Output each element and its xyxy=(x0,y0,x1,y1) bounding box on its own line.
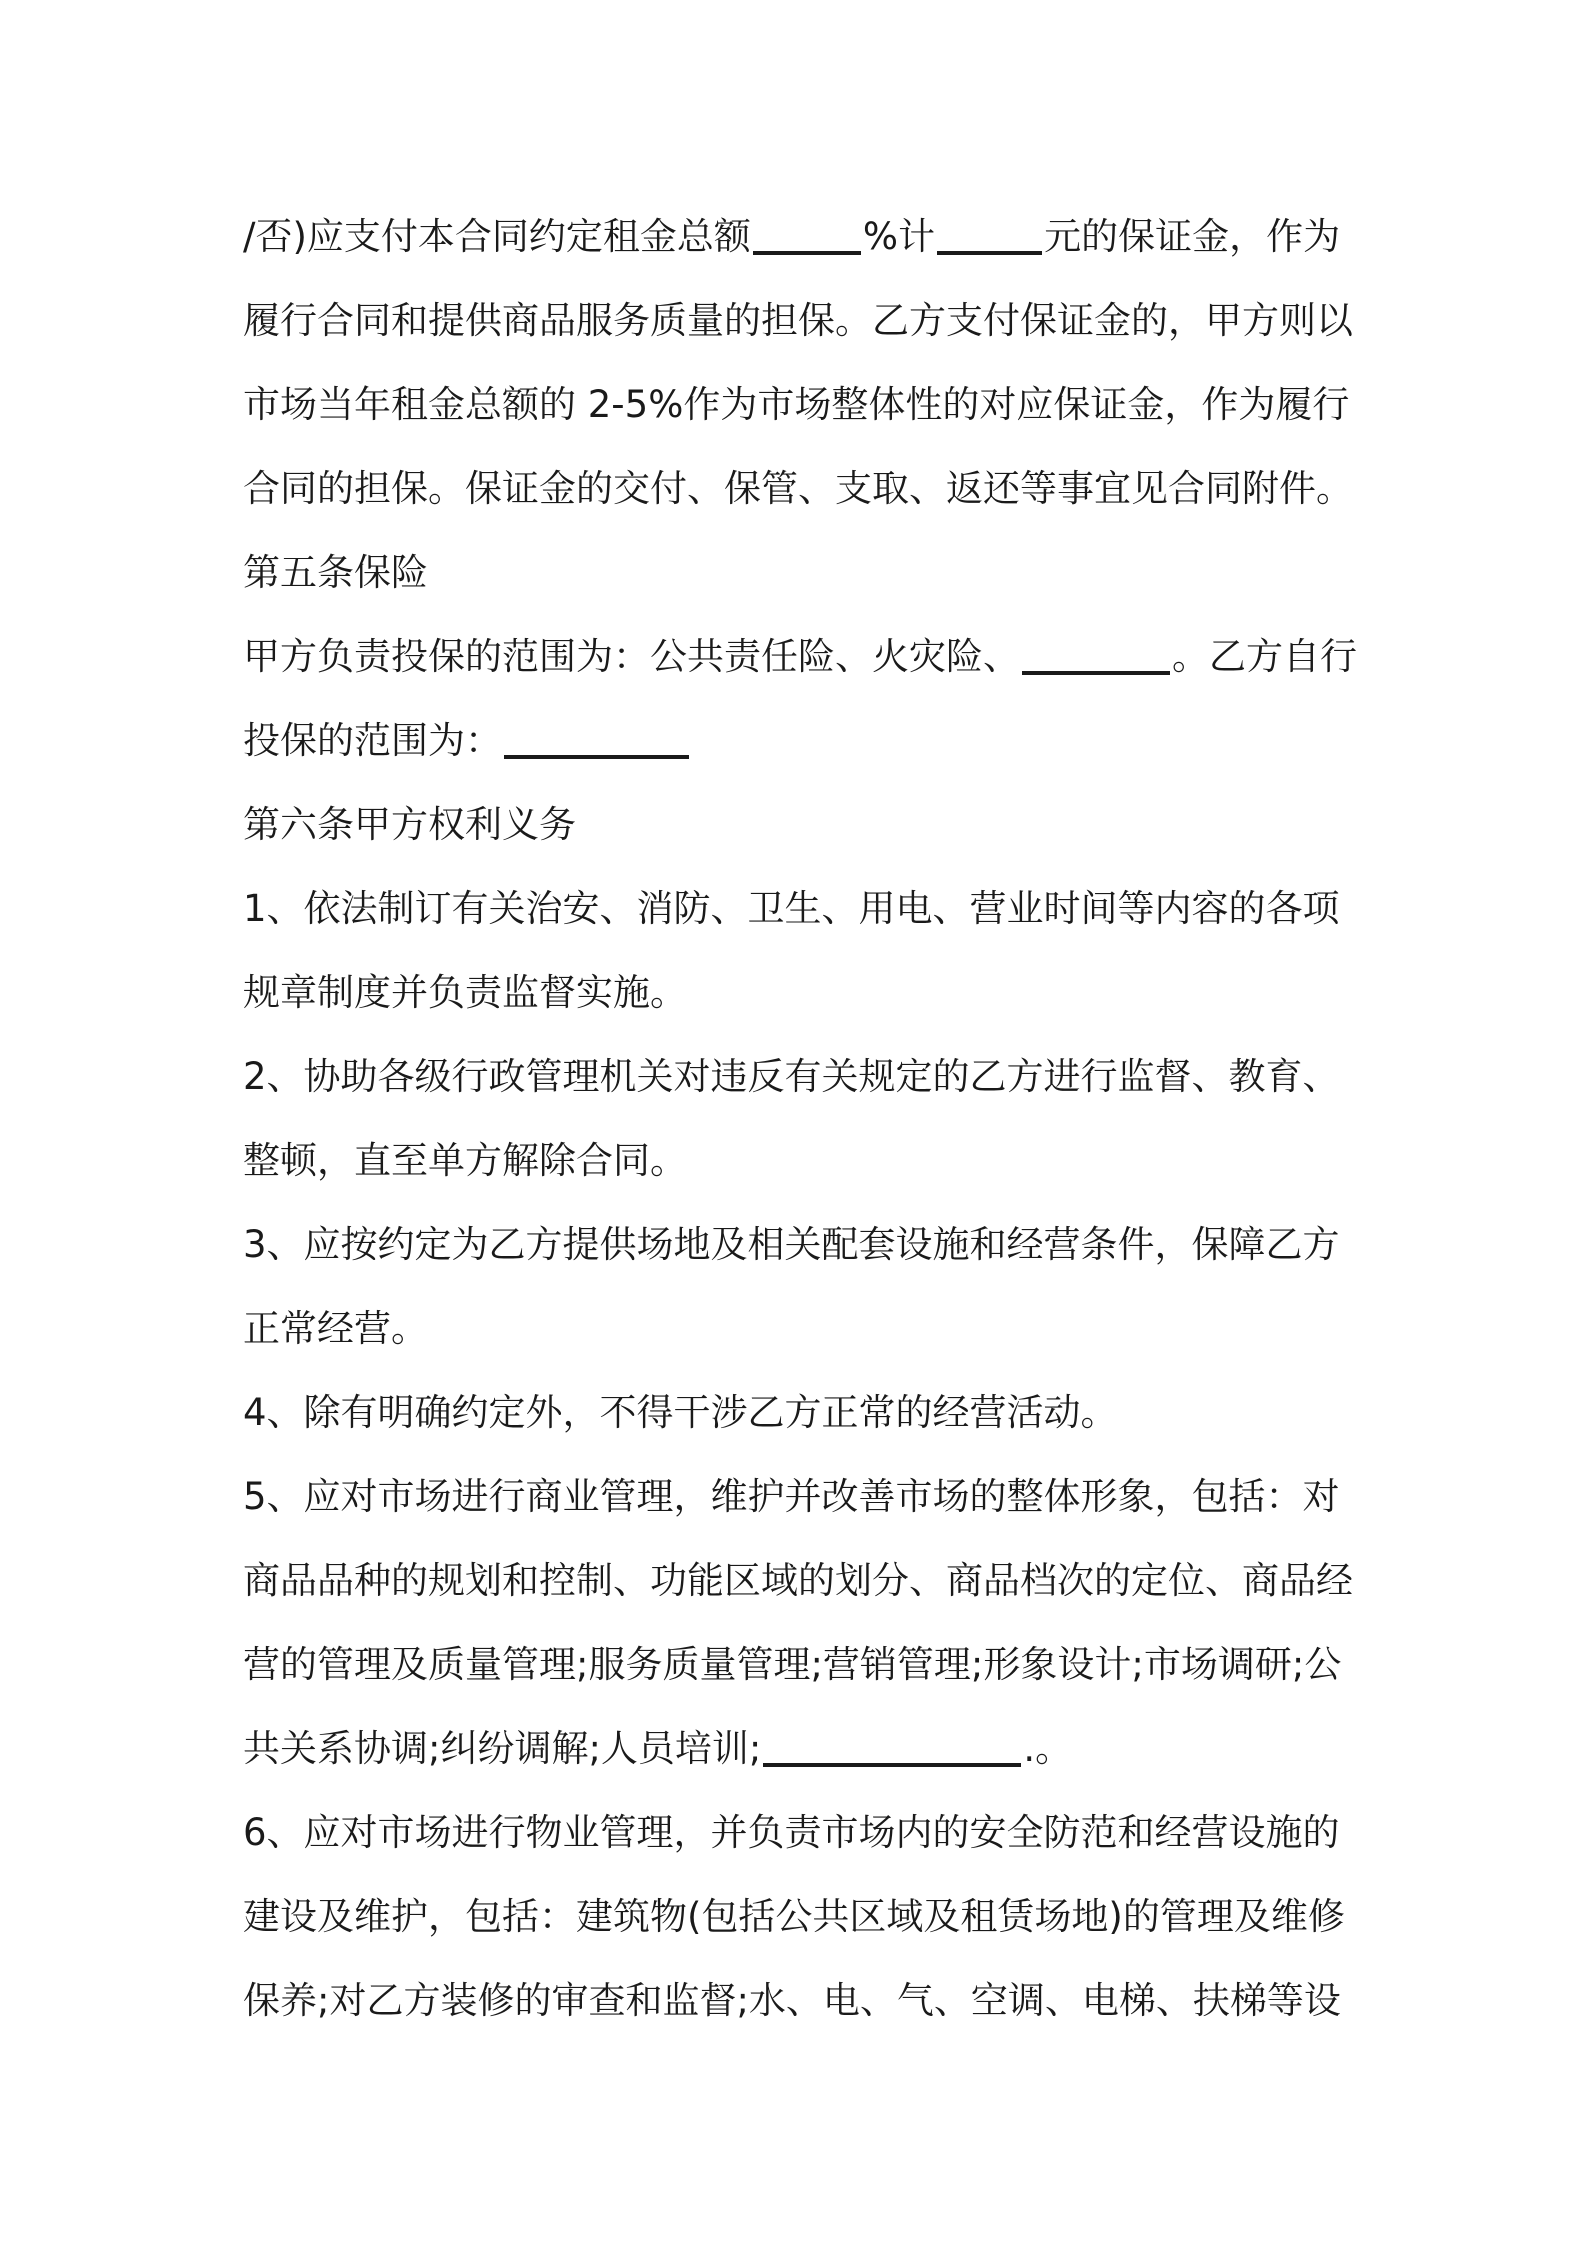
text-segment: .。 xyxy=(1023,1727,1073,1770)
text-line xyxy=(243,615,1363,699)
text-line xyxy=(243,1707,1363,1791)
text-line: 合同的担保。保证金的交付、保管、支取、返还等事宜见合同附件。 xyxy=(243,467,1353,510)
text-segment: 甲方负责投保的范围为：公共责任险、火灾险、 xyxy=(243,635,1020,678)
text-line: 1、依法制订有关治安、消防、卫生、用电、营业时间等内容的各项 xyxy=(243,887,1340,930)
section-heading: 第六条甲方权利义务 xyxy=(243,803,576,846)
text-line: 保养;对乙方装修的审查和监督;水、电、气、空调、电梯、扶梯等设 xyxy=(243,1979,1341,2022)
fill-in-blank xyxy=(753,251,861,255)
text-segment: 元的保证金，作为 xyxy=(1044,215,1341,258)
text-line: 正常经营。 xyxy=(243,1307,428,1350)
text-segment: 共关系协调;纠纷调解;人员培训; xyxy=(243,1727,762,1770)
text-line xyxy=(243,195,1363,279)
text-line: 市场当年租金总额的 2-5%作为市场整体性的对应保证金，作为履行 xyxy=(243,383,1350,426)
text-segment: /否)应支付本合同约定租金总额 xyxy=(243,215,751,258)
text-line: 3、应按约定为乙方提供场地及相关配套设施和经营条件，保障乙方 xyxy=(243,1223,1340,1266)
text-line: 整顿，直至单方解除合同。 xyxy=(243,1139,687,1182)
text-segment: 投保的范围为： xyxy=(243,719,502,762)
text-line xyxy=(243,699,1363,783)
text-line: 建设及维护，包括：建筑物(包括公共区域及租赁场地)的管理及维修 xyxy=(243,1895,1345,1938)
fill-in-blank xyxy=(504,755,689,759)
fill-in-blank xyxy=(937,251,1042,255)
text-segment: %计 xyxy=(862,215,936,258)
text-line: 商品品种的规划和控制、功能区域的划分、商品档次的定位、商品经 xyxy=(243,1559,1353,1602)
text-line: 规章制度并负责监督实施。 xyxy=(243,971,687,1014)
text-line: 5、应对市场进行商业管理，维护并改善市场的整体形象，包括：对 xyxy=(243,1475,1340,1518)
document-body xyxy=(243,195,1363,2043)
text-line: 2、协助各级行政管理机关对违反有关规定的乙方进行监督、教育、 xyxy=(243,1055,1340,1098)
fill-in-blank xyxy=(763,1763,1021,1767)
text-segment: 。乙方自行 xyxy=(1172,635,1357,678)
section-heading: 第五条保险 xyxy=(243,551,428,594)
text-line: 4、除有明确约定外，不得干涉乙方正常的经营活动。 xyxy=(243,1391,1118,1434)
text-line: 6、应对市场进行物业管理，并负责市场内的安全防范和经营设施的 xyxy=(243,1811,1340,1854)
text-line: 营的管理及质量管理;服务质量管理;营销管理;形象设计;市场调研;公 xyxy=(243,1643,1342,1686)
text-line: 履行合同和提供商品服务质量的担保。乙方支付保证金的，甲方则以 xyxy=(243,299,1353,342)
fill-in-blank xyxy=(1022,671,1170,675)
